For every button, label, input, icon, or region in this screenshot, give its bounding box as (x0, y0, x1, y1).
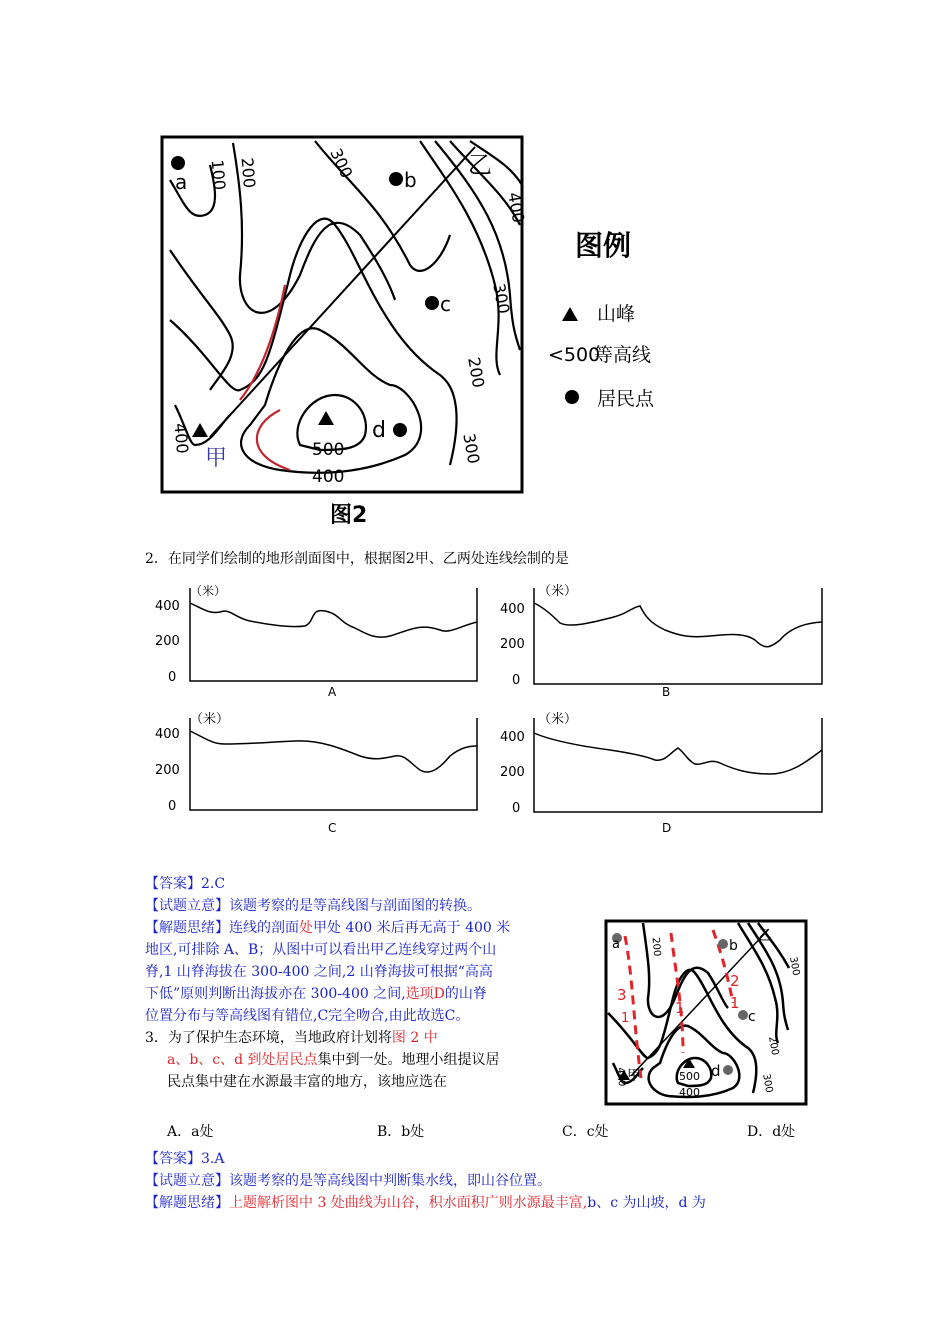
q3-text-1a: 3．为了保护生态环境，当地政府计划将 (145, 1030, 392, 1046)
small-contour-400: 400 (614, 1066, 628, 1087)
profile-c-name: C (328, 821, 337, 835)
small-label-a: a (612, 937, 620, 952)
answer-2-label: 【答案】 (145, 876, 201, 892)
profile-c-axes (190, 718, 477, 810)
small-contour-300: 300 (787, 955, 802, 977)
small-contour-300b: 300 (760, 1072, 775, 1094)
profile-a-name: A (328, 685, 337, 699)
profile-a-curve (190, 603, 477, 637)
small-label-yi: 乙 (758, 928, 772, 944)
profile-line (207, 147, 475, 437)
answer-3-line (145, 1148, 825, 1170)
profile-c-unit: （米） (190, 712, 230, 727)
small-red-dash-1 (625, 936, 641, 1078)
question-3-block (145, 1027, 595, 1093)
contour-200-a (170, 250, 233, 390)
small-mark-1a: 1 (621, 1011, 630, 1026)
small-settlement-b-icon (718, 939, 728, 949)
small-contour-500: 500 (679, 1070, 700, 1083)
answer-3-block (145, 1148, 825, 1214)
profile-a-tick-400: 400 (155, 599, 180, 614)
idea-2-text-1a: 连线的剖面 (229, 920, 299, 936)
peak-500-icon (318, 411, 334, 425)
small-settlement-d-icon (723, 1065, 733, 1075)
profile-b-tick-200: 200 (500, 637, 525, 652)
q3-line-3: 民点集中建在水源最丰富的地方，该地应选在 (167, 1074, 447, 1090)
idea-2-line-2: 地区,可排除 A、B；从图中可以看出甲乙连线穿过两个山 (145, 942, 497, 958)
legend-contour-symbol: <500 (548, 344, 601, 366)
idea-2-text-4c: 的山脊 (444, 986, 487, 1002)
profile-d-curve (534, 733, 822, 774)
idea-3-label: 【解题思绪】 (145, 1195, 229, 1211)
profile-b-tick-400: 400 (500, 602, 525, 617)
settlement-b-icon (389, 172, 403, 186)
contour-label-400b: 400 (170, 422, 193, 455)
small-contour-200: 200 (649, 936, 663, 957)
small-mark-3: 3 (617, 986, 627, 1004)
figure2-caption: 图2 (330, 503, 368, 528)
settlement-d-icon (393, 423, 407, 437)
profile-d-name: D (662, 821, 672, 835)
profile-b-name: B (662, 685, 671, 699)
contour-label-400c: 400 (312, 467, 345, 487)
profile-c-tick-0: 0 (168, 799, 177, 814)
q3-line-2 (145, 1049, 595, 1071)
label-c: c (440, 292, 451, 316)
idea-3-line (145, 1192, 825, 1214)
small-mark-2: 2 (730, 972, 740, 990)
legend-settlement: 居民点 (597, 388, 655, 410)
legend-peak-icon (562, 307, 578, 321)
small-label-c: c (748, 1009, 756, 1025)
answer-2-block (145, 873, 595, 1027)
profile-c-tick-400: 400 (155, 727, 180, 742)
red-ridge-line (240, 285, 285, 400)
small-contour-200b: 200 (766, 1035, 781, 1057)
contour-label-200: 200 (237, 156, 260, 189)
idea-2-line-5: 位置分布与等高线图有错位,C完全吻合,由此故选C。 (145, 1008, 470, 1024)
contour-label-400: 400 (504, 190, 529, 225)
q3-option-a[interactable]: A．a处 (167, 1124, 214, 1140)
figure2-map (150, 125, 680, 535)
legend-contour: 等高线 (594, 344, 652, 366)
label-a: a (175, 170, 188, 194)
profile-b-curve (534, 603, 822, 647)
q3-text-1b: 图 2 中 (391, 1030, 438, 1046)
idea-2-line-3: 脊,1 山脊海拔在 300-400 之间,2 山脊海拔可根据“高高 (145, 964, 493, 980)
idea-2-text-1c: 甲处 400 米后再无高于 400 米 (313, 920, 511, 936)
label-jia: 甲 (205, 446, 228, 471)
small-annotated-map (603, 918, 811, 1108)
contour-label-300c: 300 (459, 431, 484, 466)
profile-b-tick-0: 0 (512, 673, 521, 688)
legend-title: 图例 (575, 229, 632, 262)
idea-2-text-4: 下低”原则判断出海拔亦在 300-400 之间, (145, 986, 406, 1002)
red-ridge-line-2 (257, 410, 290, 470)
q3-option-c[interactable]: C．c处 (562, 1124, 609, 1140)
idea-3-red: 上题解析图中 3 处曲线为山谷，积水面积广则水源最丰富, (229, 1195, 588, 1211)
profile-d-tick-200: 200 (500, 765, 525, 780)
profile-c-curve (190, 731, 477, 772)
profile-c (155, 711, 477, 835)
q3-text-2a: a、b、c、d 到处居民点 (167, 1052, 318, 1068)
idea-2-text-1b: 处 (299, 920, 313, 936)
contour-label-100: 100 (207, 158, 230, 191)
label-d: d (372, 418, 386, 443)
small-label-d: d (711, 1062, 721, 1080)
answer-3-label: 【答案】 (145, 1151, 201, 1167)
answer-2-line (145, 873, 595, 895)
contour-300-mid (170, 219, 457, 465)
profile-a (155, 583, 477, 699)
label-yi: 乙 (468, 151, 492, 179)
intent-3-line (145, 1170, 825, 1192)
profile-b-axes (534, 588, 822, 684)
intent-2-label: 【试题立意】 (145, 898, 229, 914)
contour-label-300b: 300 (489, 281, 514, 316)
q3-option-b[interactable]: B．b处 (377, 1124, 425, 1140)
profile-charts (150, 578, 830, 848)
q3-line-1 (145, 1027, 595, 1049)
small-mark-1c: 1 (730, 994, 740, 1012)
profile-b (500, 583, 822, 699)
profile-c-tick-200: 200 (155, 763, 180, 778)
peak-jia-icon (192, 423, 208, 437)
legend-peak: 山峰 (597, 303, 636, 325)
settlement-c-icon (425, 296, 439, 310)
idea-3-blue: b、c 为山坡，d 为 (587, 1195, 706, 1211)
profile-a-unit: （米） (190, 584, 227, 598)
profile-d (500, 711, 822, 835)
intent-2-text: 该题考察的是等高线图与剖面图的转换。 (229, 898, 481, 914)
answer-2-value: 2.C (201, 876, 226, 892)
profile-d-tick-0: 0 (512, 801, 521, 816)
idea-2-line-4 (145, 983, 595, 1005)
contour-label-200b: 200 (464, 355, 489, 390)
intent-3-text: 该题考察的是等高线图中判断集水线，即山谷位置。 (229, 1173, 551, 1189)
small-label-b: b (729, 938, 738, 954)
intent-2-line (145, 895, 595, 917)
idea-2-label: 【解题思绪】 (145, 920, 229, 936)
profile-d-unit: （米） (538, 712, 578, 727)
small-mark-1b: 1 (675, 999, 685, 1017)
profile-b-unit: （米） (538, 584, 578, 599)
intent-3-label: 【试题立意】 (145, 1173, 229, 1189)
settlement-a-icon (171, 156, 185, 170)
profile-a-tick-200: 200 (155, 634, 180, 649)
small-contour-400b: 400 (679, 1086, 700, 1099)
profile-d-tick-400: 400 (500, 730, 525, 745)
small-label-jia: 甲 (627, 1068, 641, 1084)
profile-a-axes (190, 588, 477, 681)
idea-2-line-1 (145, 917, 595, 939)
q3-option-d[interactable]: D．d处 (747, 1124, 796, 1140)
legend-settlement-icon (565, 390, 579, 404)
contour-label-300: 300 (326, 145, 357, 182)
label-b: b (404, 168, 417, 192)
question-2: 2．在同学们绘制的地形剖面图中，根据图2甲、乙两处连线绘制的是 (145, 551, 569, 567)
contour-label-500: 500 (312, 440, 345, 460)
profile-d-axes (534, 718, 822, 812)
q3-text-2b: 集中到一处。地理小组提议居 (317, 1052, 500, 1068)
profile-a-tick-0: 0 (168, 670, 177, 685)
answer-3-value: 3.A (201, 1151, 225, 1167)
idea-2-text-4b: 选项D (405, 986, 445, 1002)
